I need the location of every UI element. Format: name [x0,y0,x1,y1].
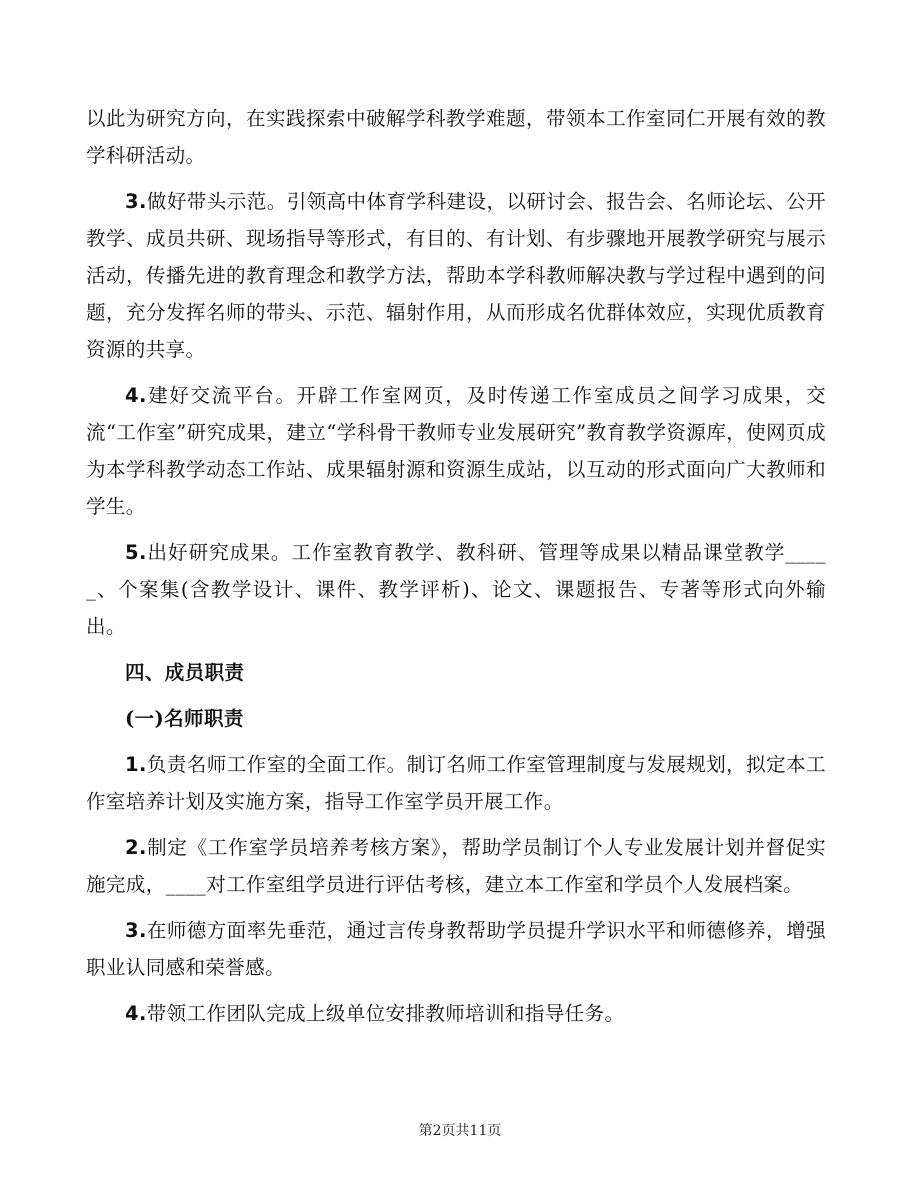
item-number: 1. [125,753,147,776]
paragraph-text: 出好研究成果。工作室教育教学、教科研、管理等成果以精品课堂教学_____、个案集(含教学设计、课件、教学评析)、论文、课题报告、专著等形式向外输出。 [86,541,826,638]
item-number: 5. [125,541,147,564]
paragraph-text: 建好交流平台。开辟工作室网页，及时传递工作室成员之间学习成果，交流“工作室”研究成果，建立“学科骨干教师专业发展研究”教育教学资源库，使网页成为本学科教学动态工作站、成果辐射源和资源生成站，以互动的形式面向广大教师和学生。 [86,384,826,518]
subsection-heading: (一)名师职责 [125,707,244,730]
paragraph-item-5 [86,534,826,645]
page-footer [0,1120,920,1140]
item-number: 3. [125,190,147,213]
item-number: 3. [125,919,147,942]
paragraph-item-4 [86,377,826,525]
paragraph-item-3 [86,183,826,368]
item-number: 4. [125,1002,147,1025]
item-number: 4. [125,384,147,407]
duty-item-1 [86,746,826,820]
paragraph-text: 制定《工作室学员培养考核方案》，帮助学员制订个人专业发展计划并督促实施完成，____对工作室组学员进行评估考核，建立本工作室和学员个人发展档案。 [86,836,826,896]
duty-item-4 [86,995,826,1032]
paragraph-text: 带领工作团队完成上级单位安排教师培训和指导任务。 [146,1002,625,1025]
paragraph-continuation: 以此为研究方向，在实践探索中破解学科教学难题，带领本工作室同仁开展有效的教学科研活动。 [86,107,826,167]
page-number-label: 第2页共11页 [418,1123,502,1139]
duty-item-3 [86,912,826,986]
document-body [86,100,826,1041]
duty-item-2 [86,829,826,903]
paragraph-text: 在师德方面率先垂范，通过言传身教帮助学员提升学识水平和师德修养，增强职业认同感和荣誉感。 [86,919,826,979]
paragraph-text: 做好带头示范。引领高中体育学科建设，以研讨会、报告会、名师论坛、公开教学、成员共研、现场指导等形式，有目的、有计划、有步骤地开展教学研究与展示活动，传播先进的教育理念和教学方法，帮助本学科教师解决教与学过程中遇到的问题，充分发挥名师的带头、示范、辐射作用，从而形成名优群体效应，实现优质教育资源的共享。 [86,190,826,361]
section-heading: 四、成员职责 [125,661,245,684]
item-number: 2. [125,836,147,859]
paragraph-text: 负责名师工作室的全面工作。制订名师工作室管理制度与发展规划，拟定本工作室培养计划及实施方案，指导工作室学员开展工作。 [86,753,826,813]
